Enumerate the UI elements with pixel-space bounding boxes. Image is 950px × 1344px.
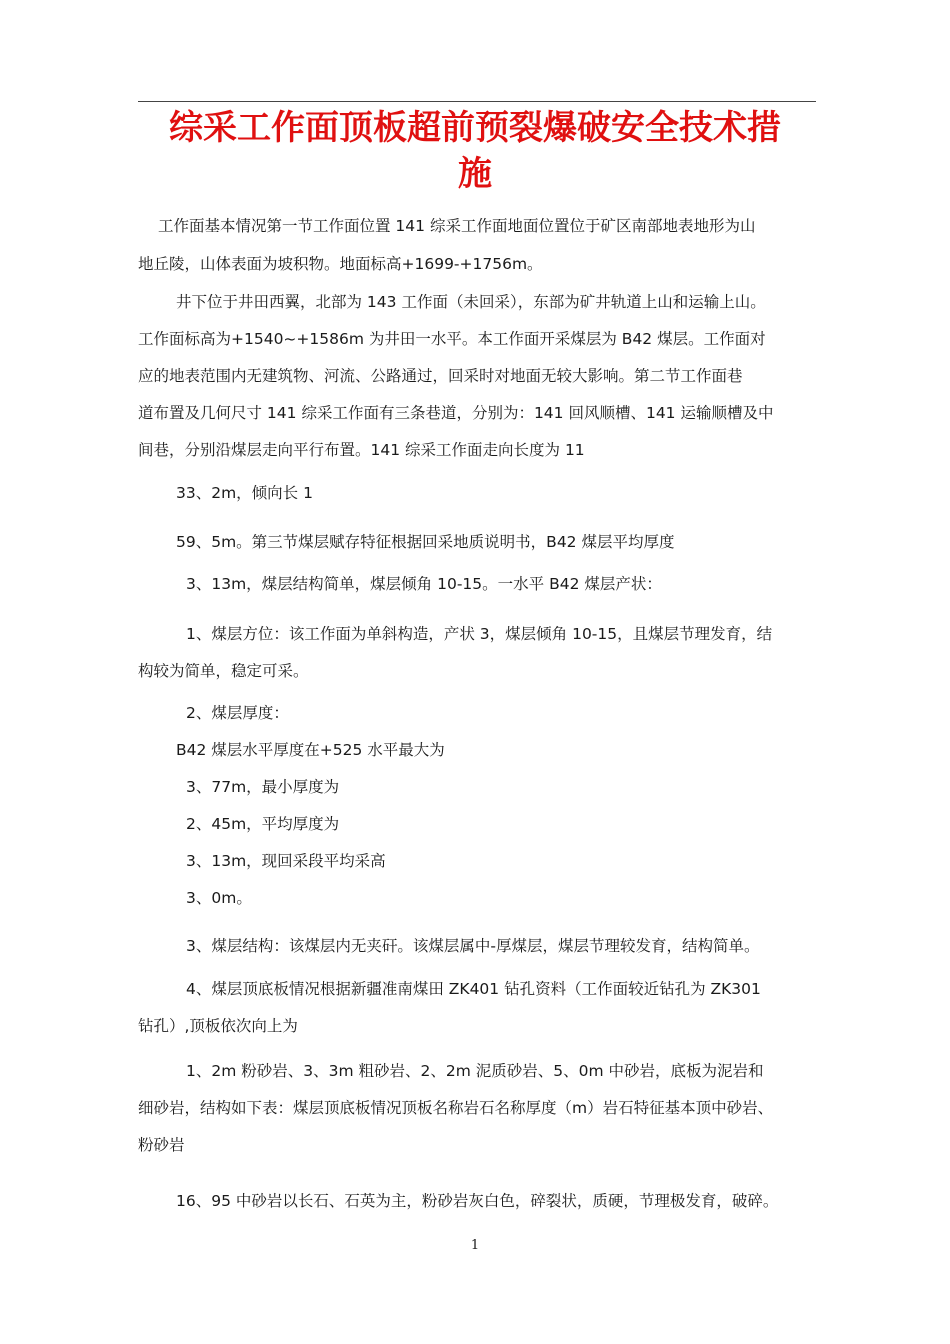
text-line: 33、2m，倾向长 1: [176, 484, 313, 502]
text-line: 3、13m，现回采段平均采高: [186, 852, 386, 870]
text-line: 粉砂岩: [138, 1136, 185, 1154]
text-line: 3、0m。: [186, 889, 252, 907]
text-line: 2、煤层厚度：: [186, 704, 289, 722]
top-rule: [138, 101, 816, 102]
text-line: 3、13m，煤层结构简单，煤层倾角 10-15。一水平 B42 煤层产状：: [186, 575, 662, 593]
text-line: 2、45m，平均厚度为: [186, 815, 340, 833]
document-title-line-2: 施: [458, 154, 492, 194]
text-line: 3、77m，最小厚度为: [186, 778, 340, 796]
text-line: 道布置及几何尺寸 141 综采工作面有三条巷道，分别为：141 回风顺槽、141 运输顺槽及中: [138, 404, 774, 422]
text-line: 4、煤层顶底板情况根据新疆准南煤田 ZK401 钻孔资料（工作面较近钻孔为 ZK301: [186, 980, 761, 998]
text-line: 地丘陵，山体表面为坡积物。地面标高+1699-+1756m。: [138, 255, 543, 273]
page-number: 1: [470, 1238, 480, 1253]
text-line: 间巷，分别沿煤层走向平行布置。141 综采工作面走向长度为 11: [138, 441, 585, 459]
text-line: 1、2m 粉砂岩、3、3m 粗砂岩、2、2m 泥质砂岩、5、0m 中砂岩，底板为泥岩和: [186, 1062, 764, 1080]
text-line: B42 煤层水平厚度在+525 水平最大为: [176, 741, 445, 759]
text-line: 井下位于井田西翼，北部为 143 工作面（未回采），东部为矿井轨道上山和运输上山。: [176, 293, 766, 311]
text-line: 59、5m。第三节煤层赋存特征根据回采地质说明书，B42 煤层平均厚度: [176, 533, 675, 551]
text-line: 应的地表范围内无建筑物、河流、公路通过，回采时对地面无较大影响。第二节工作面巷: [138, 367, 743, 385]
text-line: 构较为简单，稳定可采。: [138, 662, 309, 680]
text-line: 1、煤层方位：该工作面为单斜构造，产状 3，煤层倾角 10-15，且煤层节理发育，结: [186, 625, 773, 643]
text-line: 工作面基本情况第一节工作面位置 141 综采工作面地面位置位于矿区南部地表地形为山: [158, 217, 756, 235]
text-line: 钻孔）,顶板依次向上为: [138, 1017, 298, 1035]
document-title-line-1: 综采工作面顶板超前预裂爆破安全技术措: [169, 108, 781, 148]
text-line: 工作面标高为+1540~+1586m 为井田一水平。本工作面开采煤层为 B42 煤层。工作面对: [138, 330, 766, 348]
text-line: 16、95 中砂岩以长石、石英为主，粉砂岩灰白色，碎裂状，质硬，节理极发育，破碎。: [176, 1192, 779, 1210]
text-line: 3、煤层结构：该煤层内无夹矸。该煤层属中-厚煤层，煤层节理较发育，结构简单。: [186, 937, 760, 955]
text-line: 细砂岩，结构如下表：煤层顶底板情况顶板名称岩石名称厚度（m）岩石特征基本顶中砂岩、: [138, 1099, 774, 1117]
